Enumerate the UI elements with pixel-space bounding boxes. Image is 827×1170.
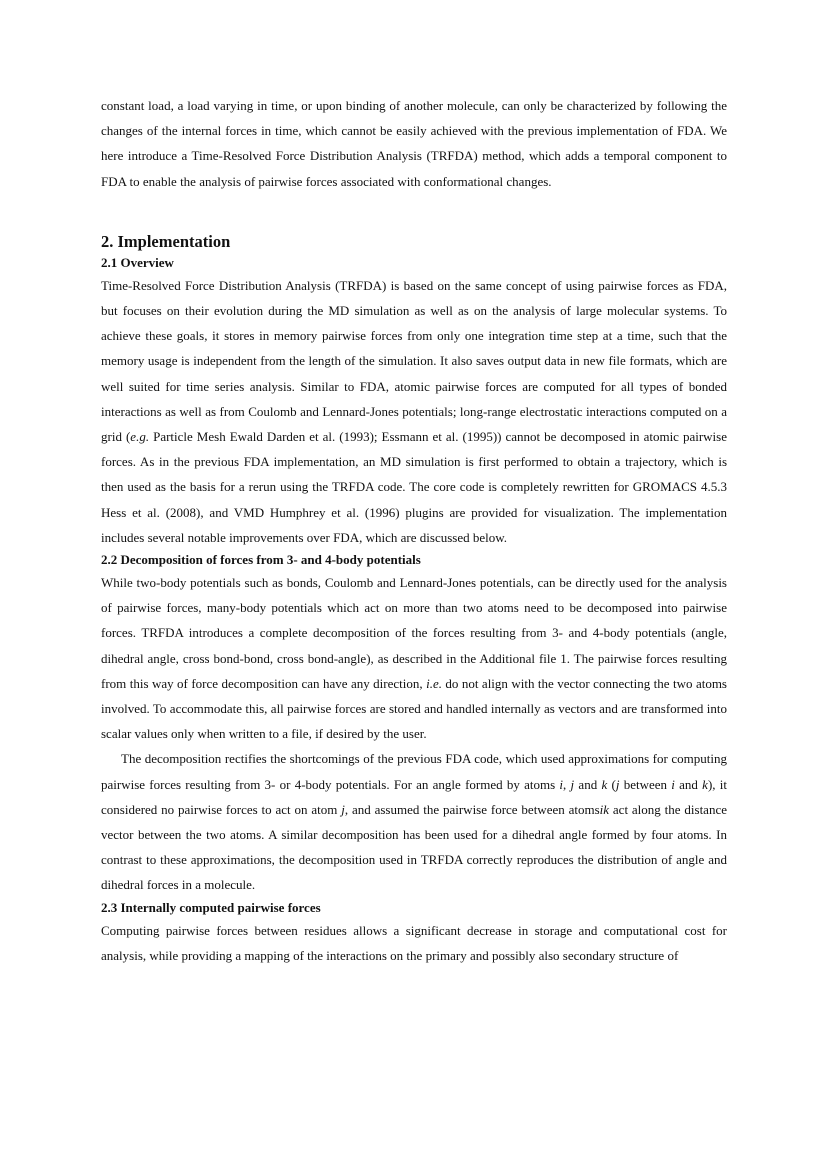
overview-paragraph: Time-Resolved Force Distribution Analysis (TRFDA) is based on the same concept of using pairwise forces as FDA, but focuses on their evolution during the MD simulation as well as on the analysis of large molecular systems. To achieve these goals, it stores in memory pairwise forces from only one integration time step at a time, such that the memory usage is independent from the length of the simulation. It also saves output data in new file formats, which are well suited for time series analysis. Similar to FDA, atomic pairwise forces are computed for all types of bonded interactions as well as from Coulomb and Lennard-Jones potentials; long-range electrostatic interactions computed on a grid (e.g. Particle Mesh Ewald Darden et al. (1993); Essmann et al. (1995)) cannot be decomposed in atomic pairwise forces. As in the previous FDA implementation, an MD simulation is first performed to obtain a trajectory, which is then used as the basis for a rerun using the TRFDA code. The core code is completely rewritten for GROMACS 4.5.3 Hess et al. (2008), and VMD Humphrey et al. (1996) plugins are provided for visualization. The implementation includes several notable improvements over FDA, which are discussed below. [101,277,728,545]
internal-forces-paragraph: Computing pairwise forces between residues allows a significant decrease in storage and computational cost for analysis, while providing a mapping of the interactions on the primary and possibly also secondary structure of [101,922,727,963]
subsection-heading-internal-forces: 2.3 Internally computed pairwise forces [101,899,321,915]
intro-paragraph: constant load, a load varying in time, or upon binding of another molecule, can only be characterized by following the changes of the internal forces in time, which cannot be easily achieved with the previous implementation of FDA. We here introduce a Time-Resolved Force Distribution Analysis (TRFDA) method, which adds a temporal component to FDA to enable the analysis of pairwise forces associated with conformational changes. [101,98,727,189]
subsection-heading-overview: 2.1 Overview [101,254,174,270]
subsection-heading-decomposition: 2.2 Decomposition of forces from 3- and 4-body potentials [101,552,421,568]
paper-page [101,93,727,968]
decomposition-paragraph-1: While two-body potentials such as bonds, Coulomb and Lennard-Jones potentials, can be directly used for the analysis of pairwise forces, many-body potentials which act on more than two atoms need to be decomposed into pairwise forces. TRFDA introduces a complete decomposition of the forces resulting from 3- and 4-body potentials (angle, dihedral angle, cross bond-bond, cross bond-angle), as described in the Additional file 1. The pairwise forces resulting from this way of force decomposition can have any direction, i.e. do not align with the vector connecting the two atoms involved. To accommodate this, all pairwise forces are stored and handled internally as vectors and are transformed into scalar values only when written to a file, if desired by the user. [101,575,727,742]
decomposition-paragraph-2: The decomposition rectifies the shortcomings of the previous FDA code, which used approximations for computing pairwise forces resulting from 3- or 4-body potentials. For an angle formed by atoms i, j and k (j between i and k), it considered no pairwise forces to act on atom j, and assumed the pairwise force between atomsik act along the distance vector between the two atoms. A similar decomposition has been used for a dihedral angle formed by four atoms. In contrast to these approximations, the decomposition used in TRFDA correctly reproduces the distribution of angle and dihedral forces in a molecule. [101,751,728,893]
section-heading-implementation: 2. Implementation [101,231,231,251]
